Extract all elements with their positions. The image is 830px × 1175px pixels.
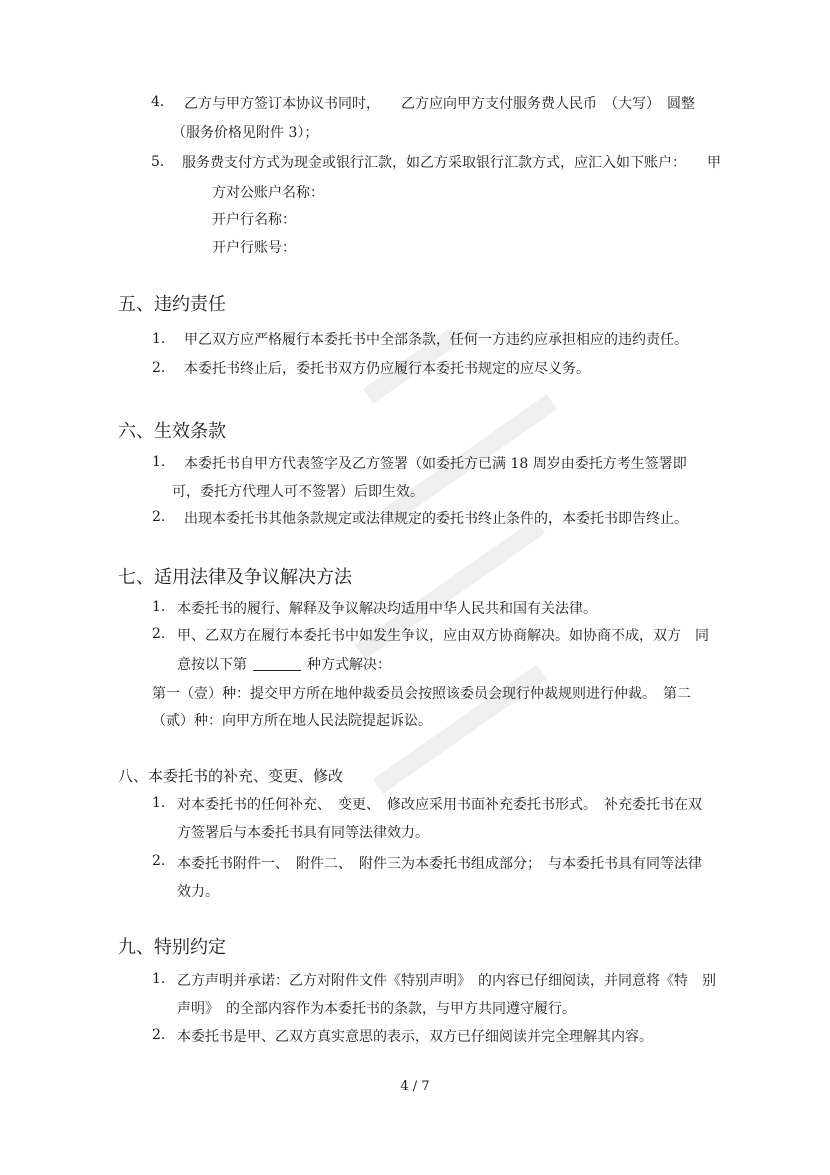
s7-item-2-text-cont	[177, 656, 391, 674]
s9-item-2-text: 本委托书是甲、乙双方真实意思的表示，双方已仔细阅读并完全理解其内容。	[177, 1029, 653, 1045]
s6-item-1-number: 1.	[152, 454, 166, 470]
s7-item-2-text: 甲、乙双方在履行本委托书中如发生争议，应由双方协商解决。如协商不成，双方 同	[177, 628, 709, 644]
s5-item-2-number: 2.	[152, 360, 166, 376]
s7-item-2-number: 2.	[152, 626, 166, 642]
section-9-heading: 九、特别约定	[118, 937, 226, 958]
s5-item-2-text: 本委托书终止后，委托书双方仍应履行本委托书规定的应尽义务。	[184, 361, 590, 377]
item-4-line-2: （服务价格见附件 3）；	[172, 125, 319, 141]
section-5-heading: 五、违约责任	[118, 294, 226, 315]
s8-item-1-text: 对本委托书的任何补充、 变更、 修改应采用书面补充委托书形式。 补充委托书在双	[177, 797, 702, 813]
item-5-number: 5.	[151, 154, 165, 170]
item-4-line-1: 乙方与甲方签订本协议书同时， 乙方应向甲方支付服务费人民币 （大写） 圆整	[184, 96, 695, 112]
dispute-option-line-2: （贰）种：向甲方所在地人民法院提起诉讼。	[152, 713, 432, 729]
page-number: 4 / 7	[400, 1079, 430, 1094]
s9-item-1-number: 1.	[152, 971, 166, 987]
item-5-line-1: 服务费支付方式为现金或银行汇款，如乙方采取银行汇款方式，应汇入如下账户： 甲	[182, 155, 721, 171]
dispute-option-line-1: 第一（壹）种：提交甲方所在地仲裁委员会按照该委员会现行仲裁规则进行仲裁。 第二	[152, 686, 691, 702]
s6-item-2-number: 2.	[152, 509, 166, 525]
account-name-label: 方对公账户名称：	[212, 185, 324, 201]
s7-item-2-text-part-a: 意按以下第	[177, 657, 247, 673]
s8-item-2-text: 本委托书附件一、 附件二、 附件三为本委托书组成部分； 与本委托书具有同等法律	[177, 856, 702, 872]
s5-item-1-number: 1.	[152, 331, 166, 347]
s5-item-1-text: 甲乙双方应严格履行本委托书中全部条款，任何一方违约应承担相应的违约责任。	[184, 332, 688, 348]
s6-item-1-text-cont: 可，委托方代理人可不签署）后即生效。	[172, 484, 424, 500]
s8-item-1-number: 1.	[152, 795, 166, 811]
s6-item-1-text: 本委托书自甲方代表签字及乙方签署（如委托方已满 18 周岁由委托方考生签署即	[184, 456, 687, 472]
watermark-graphic	[330, 330, 590, 850]
s7-item-1-text: 本委托书的履行、解释及争议解决均适用中华人民共和国有关法律。	[177, 601, 597, 617]
bank-name-label: 开户行名称：	[212, 212, 296, 228]
s8-item-2-text-cont: 效力。	[177, 884, 219, 900]
s9-item-2-number: 2.	[152, 1027, 166, 1043]
section-7-heading: 七、适用法律及争议解决方法	[118, 567, 352, 588]
s7-item-1-number: 1.	[152, 599, 166, 615]
item-4-number: 4.	[151, 94, 165, 110]
s9-item-1-text-cont: 声明》 的全部内容作为本委托书的条款，与甲方共同遵守履行。	[177, 1001, 576, 1017]
s6-item-2-text: 出现本委托书其他条款规定或法律规定的委托书终止条件的，本委托书即告终止。	[184, 511, 688, 527]
section-6-heading: 六、生效条款	[118, 421, 226, 442]
s7-item-2-text-part-b: 种方式解决：	[307, 657, 391, 673]
section-8-heading: 八、本委托书的补充、变更、修改	[118, 767, 344, 785]
s8-item-2-number: 2.	[152, 853, 166, 869]
dispute-option-blank	[253, 656, 301, 671]
s9-item-1-text: 乙方声明并承诺：乙方对附件文件《特别声明》 的内容已仔细阅读，并同意将《特 别	[177, 973, 716, 989]
bank-account-label: 开户行账号：	[212, 240, 296, 256]
s8-item-1-text-cont: 方签署后与本委托书具有同等法律效力。	[177, 825, 429, 841]
